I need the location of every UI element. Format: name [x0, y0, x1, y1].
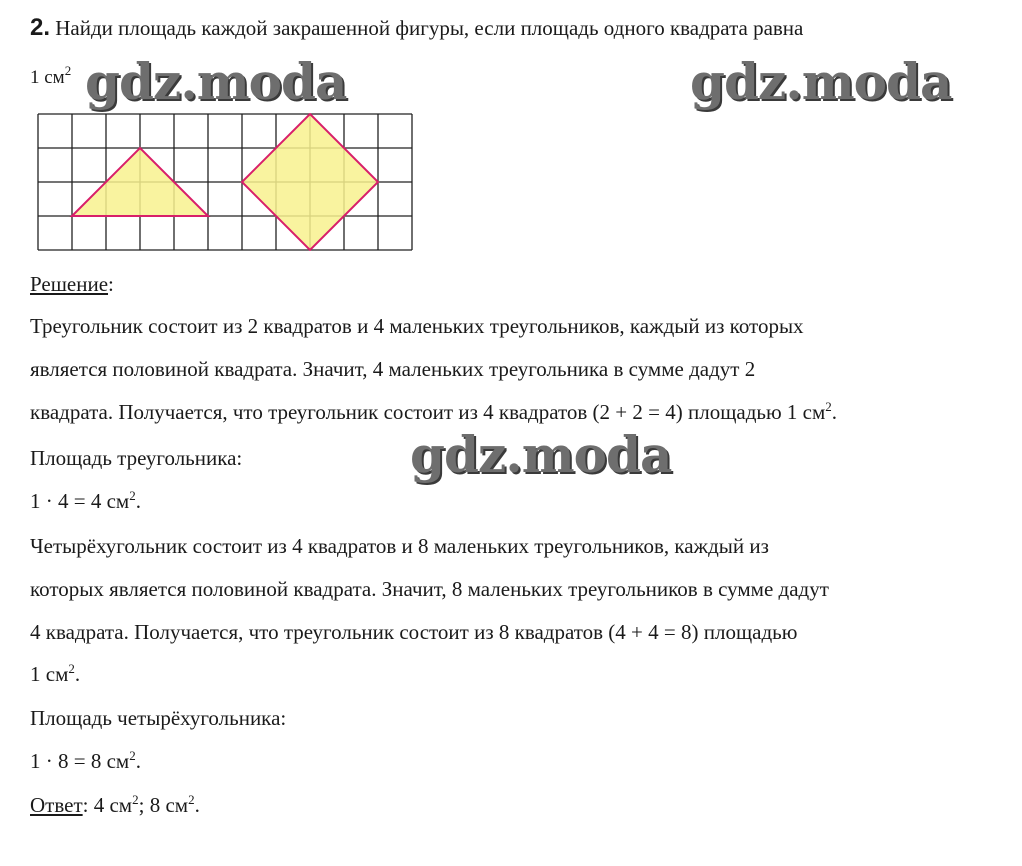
task-statement — [30, 16, 803, 40]
quad-unit: 1 $см^2$. — [30, 661, 81, 686]
solution-line-1: Треугольник состоит из 2 квадратов и 4 маленьких треугольников, каждый из которых — [30, 314, 804, 338]
quad-line-1: Четырёхугольник состоит из 4 квадратов и 8 маленьких треугольников, каждый из — [30, 534, 769, 558]
triangle-area-calc: 1 · 4 = 4 $см^2$. — [30, 488, 141, 513]
quad-line-2: которых является половиной квадрата. Значит, 8 маленьких треугольников в сумме дадут — [30, 577, 829, 601]
solution-line-3: квадрата. Получается, что треугольник состоит из 4 квадратов (2 + 2 = 4) площадью 1 $см^2$. — [30, 399, 838, 424]
solution-heading: Решение: — [30, 272, 114, 296]
grid-figure — [37, 113, 413, 251]
watermark-top-left: gdz.moda — [85, 52, 347, 111]
watermark-center: gdz.moda — [410, 425, 672, 484]
quad-area-label: Площадь четырёхугольника: — [30, 706, 287, 730]
task-number: 2. — [30, 14, 51, 41]
shaded-quadrilateral — [242, 114, 378, 250]
watermark-top-right: gdz.moda — [690, 52, 952, 111]
solution-line-2: является половиной квадрата. Значит, 4 маленьких треугольника в сумме дадут 2 — [30, 357, 756, 381]
task-text: Найди площадь каждой закрашенной фигуры, если площадь одного квадрата равна — [55, 16, 804, 40]
answer: Ответ: 4 $см^2$; 8 $см^2$. — [30, 792, 200, 817]
quad-area-calc: 1 · 8 = 8 $см^2$. — [30, 748, 141, 773]
task-unit: 1 $см^2$ — [30, 63, 72, 88]
quad-line-3: 4 квадрата. Получается, что треугольник состоит из 8 квадратов (4 + 4 = 8) площадью — [30, 620, 798, 644]
triangle-area-label: Площадь треугольника: — [30, 446, 243, 470]
